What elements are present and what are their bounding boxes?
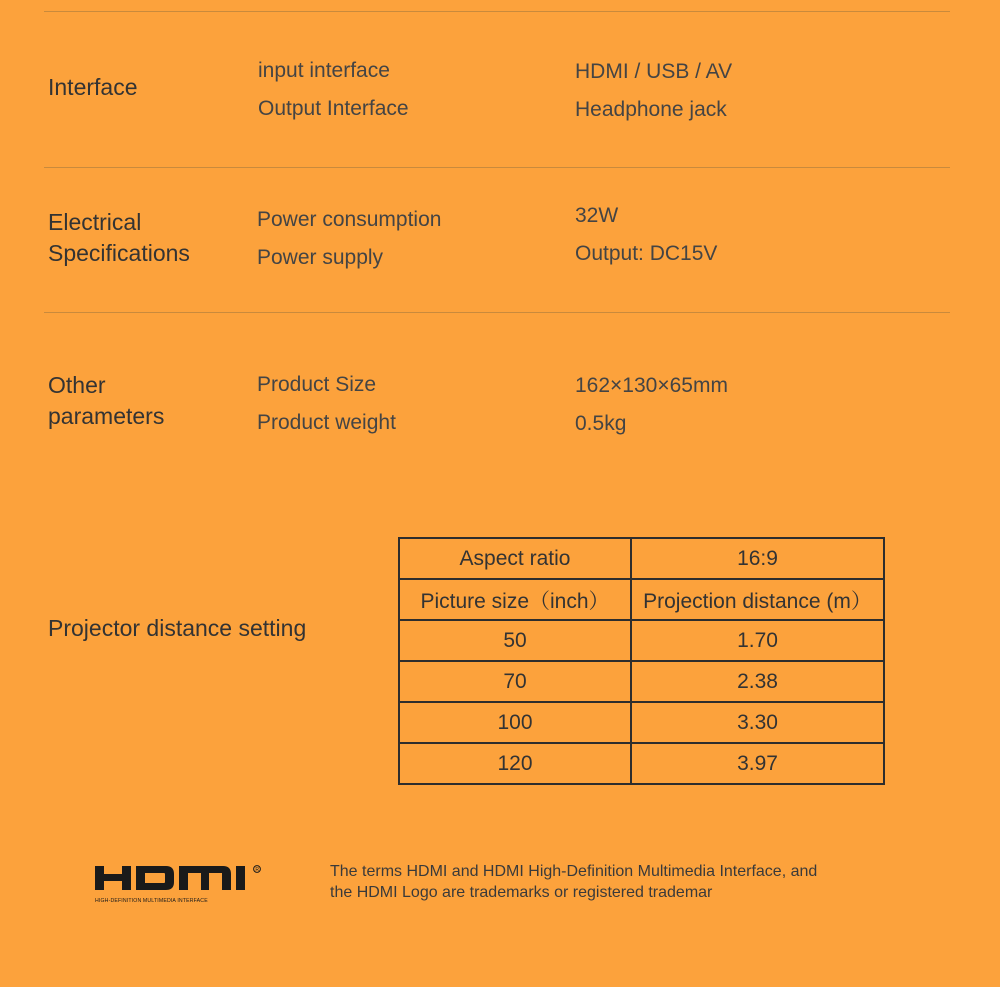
- trademark-notice: [330, 861, 817, 903]
- table-row: [399, 538, 884, 579]
- trademark-line: The terms HDMI and HDMI High-Definition Multimedia Interface, and: [330, 863, 818, 880]
- distance-cell: 3.97: [631, 743, 884, 784]
- section-divider-2: [44, 312, 950, 313]
- interface-labels: [258, 52, 409, 128]
- aspect-ratio-value: 16:9: [631, 538, 884, 579]
- trademark-line: the HDMI Logo are trademarks or registered trademar: [330, 884, 713, 901]
- spec-label: input interface: [258, 59, 390, 82]
- projection-distance-table: [398, 537, 885, 785]
- table-row: [399, 702, 884, 743]
- interface-values: [575, 53, 732, 129]
- other-values: [575, 367, 728, 443]
- spec-label: Output Interface: [258, 97, 409, 120]
- spec-value: HDMI / USB / AV: [575, 60, 733, 83]
- electrical-values: [575, 197, 717, 273]
- table-row: [399, 743, 884, 784]
- picture-size-cell: 70: [399, 661, 631, 702]
- picture-size-cell: 100: [399, 702, 631, 743]
- picture-size-cell: 120: [399, 743, 631, 784]
- spec-value: 162×130×65mm: [575, 374, 728, 397]
- spec-value: 0.5kg: [575, 412, 627, 435]
- table-row: [399, 661, 884, 702]
- projector-section-title: Projector distance setting: [48, 615, 307, 641]
- picture-size-cell: 50: [399, 620, 631, 661]
- section-divider-1: [44, 167, 950, 168]
- electrical-labels: [257, 201, 441, 277]
- hdmi-logo-icon: [94, 862, 266, 906]
- aspect-ratio-label: Aspect ratio: [399, 538, 631, 579]
- top-divider: [44, 11, 950, 12]
- spec-label: Product weight: [257, 411, 396, 434]
- distance-cell: 1.70: [631, 620, 884, 661]
- spec-value: Headphone jack: [575, 98, 727, 121]
- spec-value: Output: DC15V: [575, 242, 718, 265]
- svg-text:R: R: [255, 867, 260, 873]
- spec-label: Power consumption: [257, 208, 442, 231]
- spec-label: Product Size: [257, 373, 377, 396]
- distance-cell: 3.30: [631, 702, 884, 743]
- electrical-section-title: Electrical Specifications: [48, 209, 190, 266]
- projection-distance-header: Projection distance (m）: [631, 579, 884, 620]
- table-row: [399, 620, 884, 661]
- table-header-row: [399, 579, 884, 620]
- svg-text:HIGH-DEFINITION MULTIMEDIA INT: HIGH-DEFINITION MULTIMEDIA INTERFACE: [95, 898, 208, 904]
- interface-section-title: Interface: [48, 74, 138, 100]
- spec-value: 32W: [575, 204, 619, 227]
- picture-size-header: Picture size（inch）: [399, 579, 631, 620]
- other-labels: [257, 366, 396, 442]
- other-section-title: Other parameters: [48, 372, 165, 429]
- spec-label: Power supply: [257, 246, 384, 269]
- distance-cell: 2.38: [631, 661, 884, 702]
